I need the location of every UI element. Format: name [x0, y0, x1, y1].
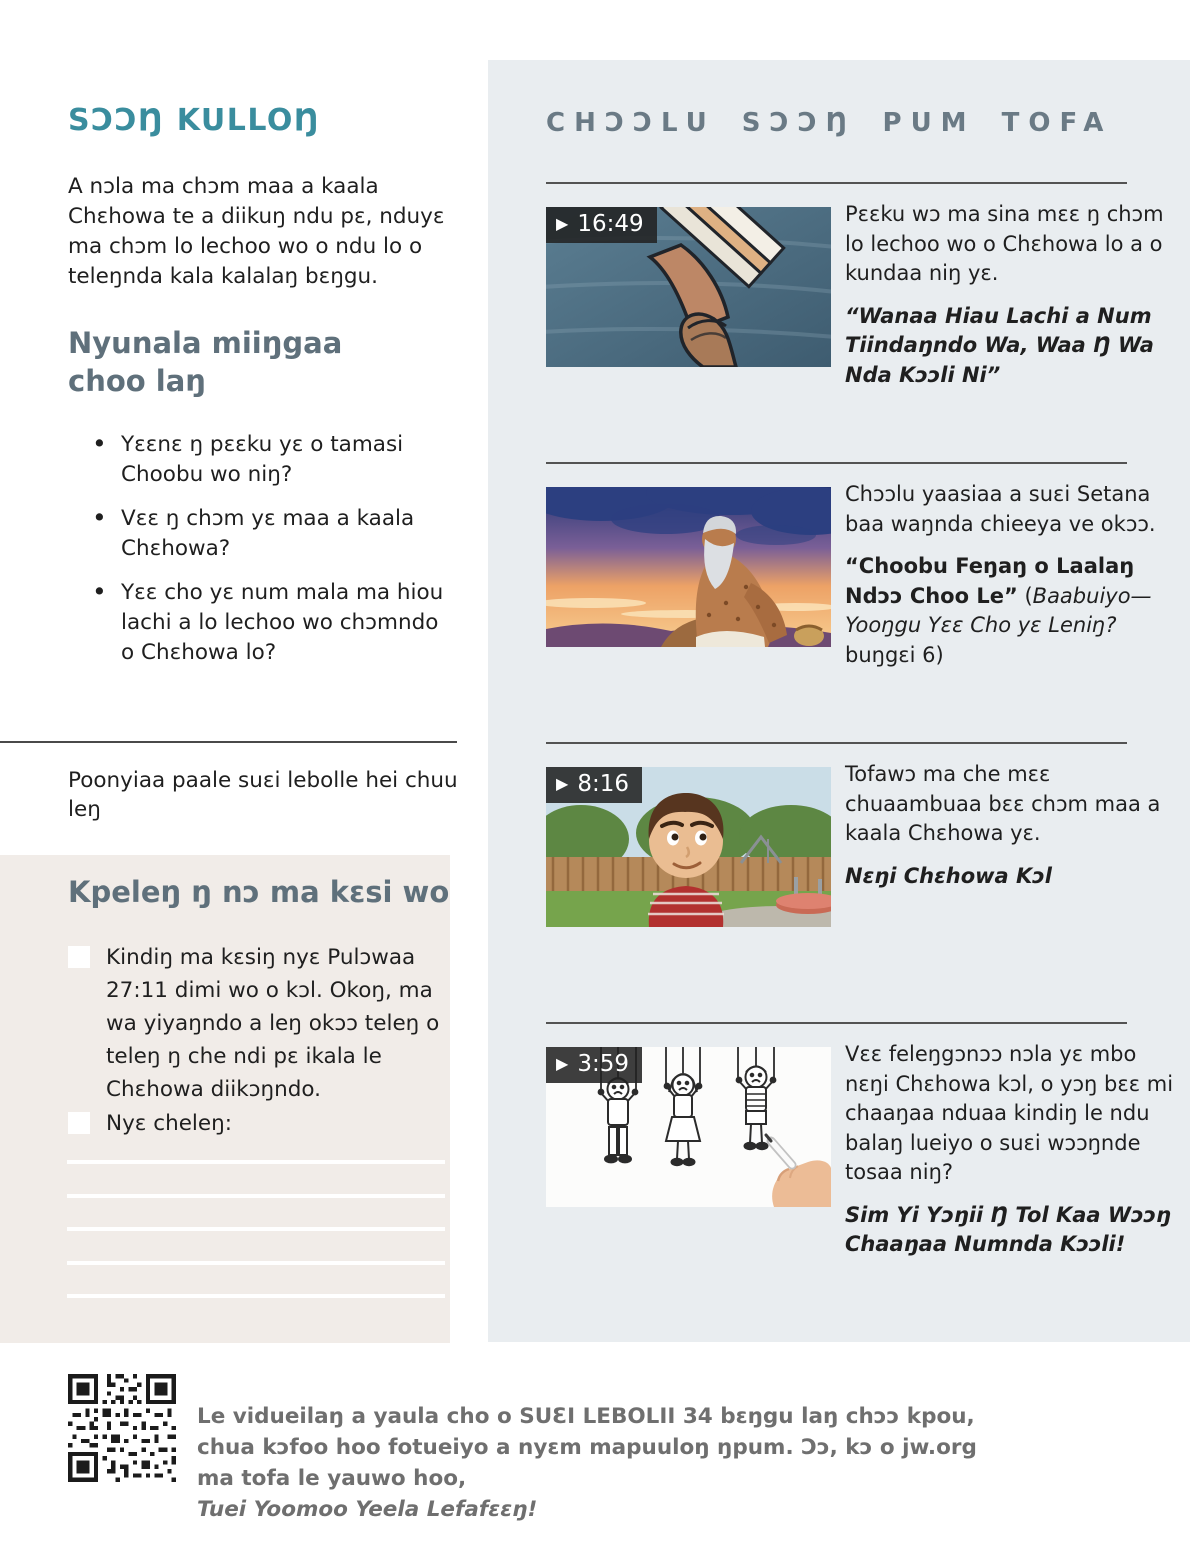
video-text-block — [845, 760, 1177, 891]
footer-line: ma tofa le yauwo hoo, Tuei Yoomoo Yeela Lefafɛɛŋ! — [197, 1466, 538, 1522]
worksheet-task-text: Nyɛ cheleŋ: — [106, 1111, 233, 1136]
video-title: Sim Yi Yɔŋii Ŋ Tol Kaa Wɔɔŋ Chaaŋaa Numnda Kɔɔli! — [845, 1202, 1171, 1256]
questions-heading: Nyunala miiŋgaa choo laŋ — [68, 326, 343, 398]
video-duration: 16:49 — [577, 211, 644, 237]
video-thumbnail-caleb[interactable] — [546, 767, 831, 927]
row-divider — [546, 742, 1127, 744]
intro-paragraph: A nɔla ma chɔm maa a kaala Chɛhowa te a diikuŋ ndu pɛ, nduyɛ ma chɔm lo lechoo wo o ndu lo o teleŋnda kala kalalaŋ bɛŋgu. — [68, 174, 445, 289]
writing-line — [67, 1227, 445, 1231]
song-note: Poonyiaa paale suɛi lebolle hei chuu leŋ — [68, 768, 458, 822]
video-text-block — [845, 200, 1177, 390]
duration-badge — [546, 1047, 642, 1083]
qr-code — [68, 1374, 176, 1482]
footer-line: Le vidueilaŋ a yaula cho o SUƐI LEBOLII 34 bɛŋgu laŋ chɔɔ kpou, — [197, 1404, 975, 1429]
question-item: • Yɛɛnɛ ŋ pɛɛku yɛ o tamasi Choobu wo niŋ? — [90, 430, 452, 490]
worksheet-title: Kpeleŋ ŋ nɔ ma kɛsi wo — [68, 875, 450, 909]
divider-rule — [0, 741, 457, 743]
footer-instructions — [197, 1401, 977, 1525]
writing-line — [67, 1294, 445, 1298]
video-thumbnail-whiteboard[interactable] — [546, 1047, 831, 1207]
checkbox[interactable] — [68, 946, 90, 968]
question-item: • Yɛɛ cho yɛ num mala ma hiou lachi a lo lechoo wo chɔmndo o Chɛhowa lo? — [90, 578, 452, 668]
row-divider — [546, 462, 1127, 464]
reference-text: (Baabuiyo—Yooŋgu Yɛɛ Cho yɛ Leniŋ? buŋgɛi 6) — [845, 583, 1152, 667]
videos-panel-title: CHƆƆLU SƆƆŊ PUM TOFA — [546, 108, 1113, 138]
video-text-block — [845, 1040, 1177, 1260]
video-description: Pɛɛku wɔ ma sina mɛɛ ŋ chɔm lo lechoo wo o Chɛhowa lo a o kundaa niŋ yɛ. — [845, 202, 1164, 285]
video-title: “Wanaa Hiau Lachi a Num Tiindaŋndo Wa, Waa Ŋ Wa Nda Kɔɔli Ni” — [845, 303, 1154, 387]
duration-badge — [546, 207, 657, 243]
video-duration: 8:16 — [577, 771, 629, 797]
question-list — [90, 430, 452, 682]
question-item: • Vɛɛ ŋ chɔm yɛ maa a kaala Chɛhowa? — [90, 504, 452, 564]
worksheet-task-text: Kindiŋ ma kɛsiŋ nyɛ Pulɔwaa 27:11 dimi wo o kɔl. Okoŋ, ma wa yiyaŋndo a leŋ okɔɔ teleŋ o teleŋ ŋ che ndi pɛ ikala le Chɛhowa diikɔŋndo. — [106, 945, 440, 1102]
video-title: “Choobu Feŋaŋ o Laalaŋ Ndɔɔ Choo Le” (Baabuiyo—Yooŋgu Yɛɛ Cho yɛ Leniŋ? buŋgɛi 6) — [845, 554, 1152, 667]
video-title: Nɛŋi Chɛhowa Kɔl — [845, 863, 1052, 888]
page-title: SƆƆŊ KULLOŊ — [68, 103, 321, 138]
video-thumbnail-rescue-hand[interactable] — [546, 207, 831, 367]
worksheet-task — [68, 941, 454, 1106]
writing-line — [67, 1194, 445, 1198]
video-description: Tofawɔ ma che mɛɛ chuaambuaa bɛɛ chɔm maa a kaala Chɛhowa yɛ. — [845, 762, 1161, 845]
play-icon: ▶ — [556, 774, 569, 794]
play-icon: ▶ — [556, 214, 569, 234]
worksheet-task — [68, 1107, 454, 1140]
video-text-block — [845, 480, 1177, 670]
row-divider — [546, 182, 1127, 184]
play-icon: ▶ — [556, 1054, 569, 1074]
duration-badge — [546, 767, 642, 803]
writing-line — [67, 1261, 445, 1265]
worksheet-box — [0, 855, 450, 1343]
job-sunset-art — [546, 487, 831, 647]
row-divider — [546, 1022, 1127, 1024]
writing-line — [67, 1160, 445, 1164]
video-duration: 3:59 — [577, 1051, 629, 1077]
videos-panel — [488, 60, 1190, 1342]
checkbox[interactable] — [68, 1112, 90, 1134]
video-description: Vɛɛ feleŋgɔnɔɔ nɔla yɛ mbo nɛŋi Chɛhowa kɔl, o yɔŋ bɛɛ mi chaaŋaa nduaa kindiŋ le ndu balaŋ lueiyo o suɛi wɔɔŋnde tosaa niŋ? — [845, 1042, 1174, 1184]
video-description: Chɔɔlu yaasiaa a suɛi Setana baa waŋnda chieeya ve okɔɔ. — [845, 482, 1156, 536]
qr-code-art — [68, 1374, 176, 1482]
video-thumbnail-job[interactable] — [546, 487, 831, 647]
footer-line: chua kɔfoo hoo fotueiyo a nyɛm mapuuloŋ ŋpum. Ɔɔ, kɔ o jw.org — [197, 1435, 977, 1460]
